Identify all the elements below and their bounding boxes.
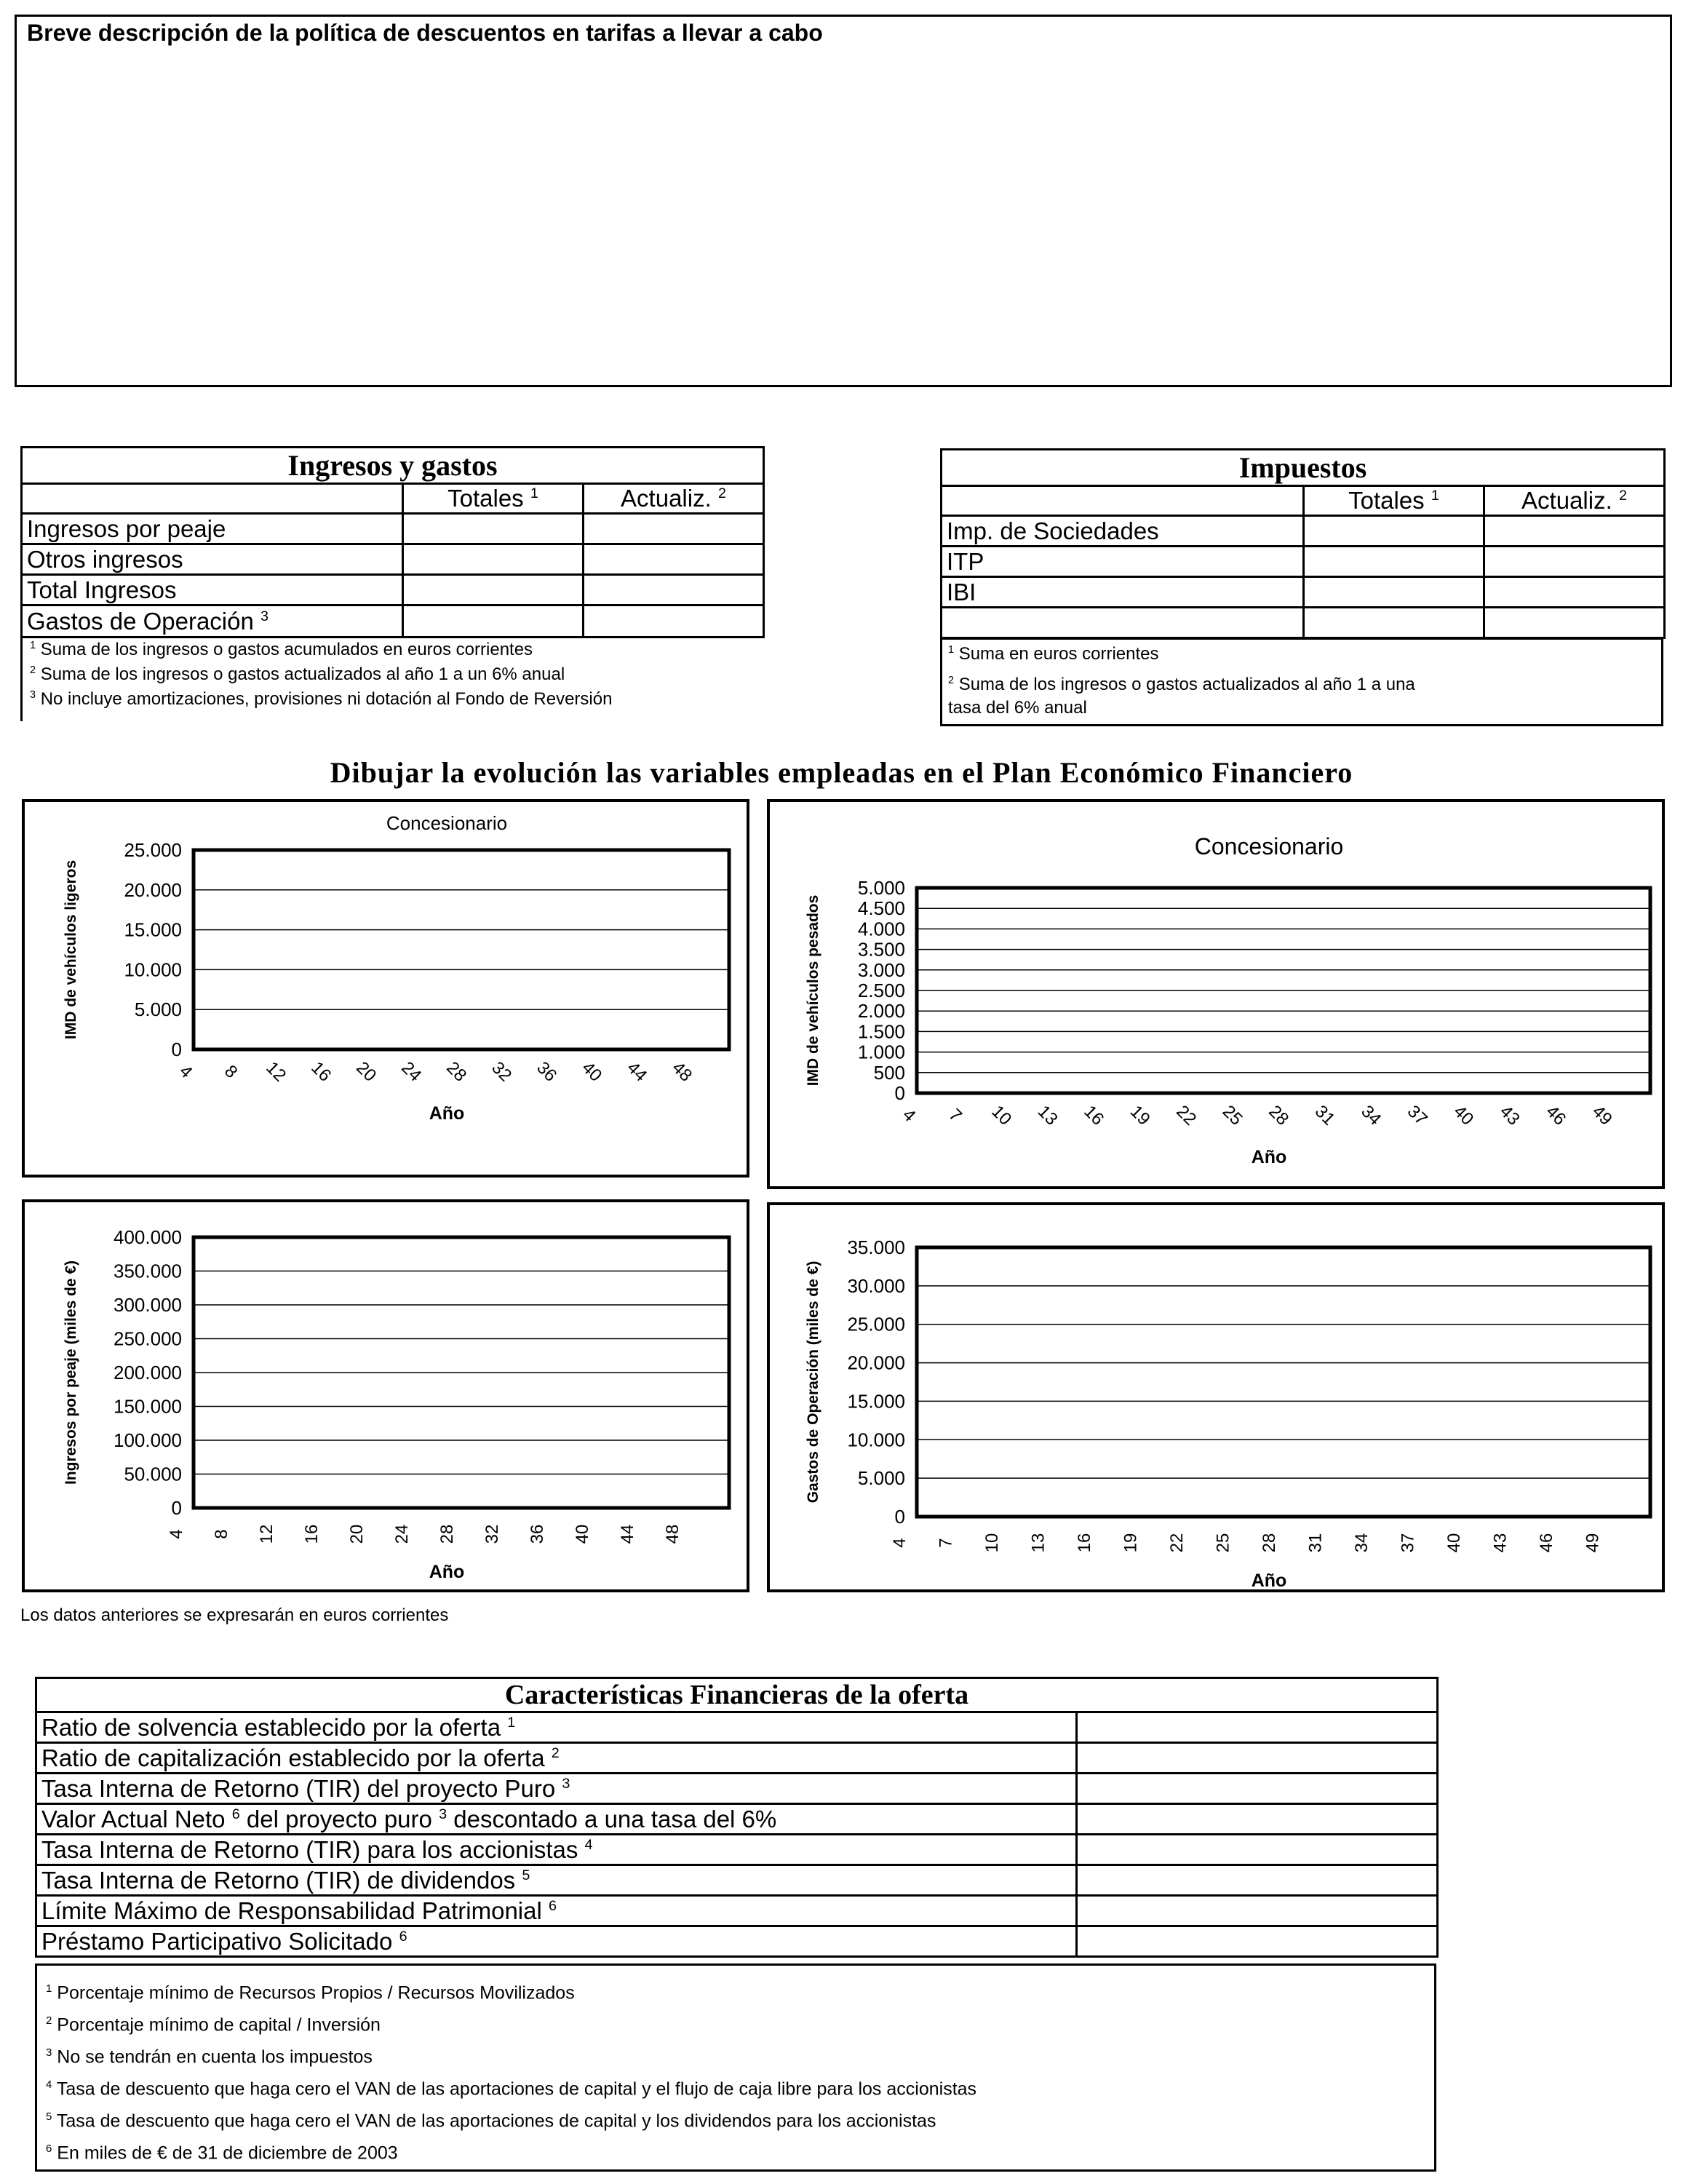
- ingresos-blank-header: [22, 484, 403, 514]
- y-tick-label: 10.000: [124, 958, 182, 981]
- x-tick-label: 13: [1028, 1533, 1049, 1553]
- caracteristica-label: Tasa Interna de Retorno (TIR) para los accionistas $^4$: [36, 1835, 1077, 1865]
- caracteristicas-table: [35, 1677, 1439, 1958]
- x-tick-label: 37: [1403, 1101, 1431, 1129]
- gastos-operacion-actualiz-cell[interactable]: [584, 605, 764, 638]
- description-box[interactable]: [15, 15, 1672, 387]
- x-tick-label: 16: [307, 1057, 335, 1086]
- ingresos-col-totales: Totales $^1$: [403, 484, 584, 514]
- caracteristica-label: Valor Actual Neto $^6$ del proyecto puro $^3$ descontado a una tasa del 6%: [36, 1804, 1077, 1835]
- impuestos-notes: [940, 638, 1663, 726]
- caracteristica-label: Ratio de capitalización establecido por la oferta $^2$: [36, 1743, 1077, 1774]
- y-tick-label: 250.000: [114, 1327, 182, 1350]
- x-tick-label: 34: [1357, 1101, 1385, 1129]
- caracteristica-label: Límite Máximo de Responsabilidad Patrimonial $^6$: [36, 1896, 1077, 1926]
- x-tick-label: 7: [936, 1538, 956, 1548]
- otros-ingresos-actualiz-cell[interactable]: [584, 544, 764, 575]
- x-tick-label: 28: [1265, 1101, 1293, 1129]
- x-tick-label: 40: [1444, 1533, 1464, 1553]
- y-tick-label: 4.500: [857, 897, 905, 920]
- x-tick-label: 13: [1033, 1101, 1062, 1129]
- y-tick-label: 350.000: [114, 1260, 182, 1282]
- caracteristicas-note: $^6$ En miles de € de 31 de diciembre de 2003: [46, 2143, 398, 2164]
- y-tick-label: 200.000: [114, 1362, 182, 1383]
- caracteristica-label: Tasa Interna de Retorno (TIR) del proyecto Puro $^3$: [36, 1774, 1077, 1804]
- x-tick-label: 40: [1449, 1101, 1478, 1129]
- x-tick-label: 12: [257, 1524, 276, 1544]
- y-tick-label: 3.000: [857, 958, 905, 981]
- extra-actualiz-cell[interactable]: [1484, 608, 1665, 638]
- y-tick-label: 35.000: [847, 1236, 905, 1258]
- description-title: Breve descripción de la política de descuentos en tarifas a llevar a cabo: [27, 20, 823, 46]
- sociedades-actualiz-cell[interactable]: [1484, 516, 1665, 547]
- chart-imd-pesados: [767, 799, 1665, 1189]
- x-tick-label: 40: [578, 1057, 606, 1086]
- ingresos-col-actualiz: Actualiz. $^2$: [584, 484, 764, 514]
- x-tick-label: 46: [1537, 1533, 1556, 1553]
- caracteristicas-note: $^2$ Porcentaje mínimo de capital / Inversión: [46, 2014, 381, 2036]
- caracteristica-label: Tasa Interna de Retorno (TIR) de dividendos $^5$: [36, 1865, 1077, 1896]
- y-axis-label: Gastos de Operación (miles de €): [805, 1260, 821, 1504]
- ibi-totales-cell[interactable]: [1304, 577, 1484, 608]
- y-tick-label: 1.500: [857, 1020, 905, 1043]
- y-tick-label: 15.000: [124, 918, 182, 941]
- ingresos-note: $^2$ Suma de los ingresos o gastos actualizados al año 1 a un 6% anual: [30, 664, 565, 684]
- ingresos-title: Ingresos y gastos: [22, 448, 764, 484]
- impuestos-table: [940, 448, 1666, 639]
- y-tick-label: 0: [171, 1497, 182, 1519]
- plot-area: [917, 1247, 1650, 1517]
- y-tick-label: 5.000: [134, 998, 182, 1021]
- impuestos-row-label: IBI: [942, 577, 1304, 608]
- x-tick-label: 44: [618, 1524, 637, 1544]
- impuestos-row-label[interactable]: [942, 608, 1304, 638]
- caracteristica-value-cell[interactable]: [1077, 1804, 1438, 1835]
- y-axis-label: Ingresos por peaje (miles de €): [63, 1260, 79, 1485]
- x-tick-label: 20: [347, 1524, 367, 1544]
- x-tick-label: 24: [397, 1057, 426, 1086]
- ingresos-row-label: Ingresos por peaje: [22, 514, 403, 544]
- x-tick-label: 44: [623, 1057, 651, 1086]
- caracteristicas-note: $^3$ No se tendrán en cuenta los impuestos: [46, 2046, 373, 2068]
- caracteristicas-notes: [35, 1963, 1436, 2172]
- y-tick-label: 0: [894, 1082, 905, 1104]
- ingresos-row-label: Otros ingresos: [22, 544, 403, 575]
- ingresos-note: $^3$ No incluye amortizaciones, provisiones ni dotación al Fondo de Reversión: [30, 689, 613, 709]
- x-tick-label: 10: [987, 1101, 1016, 1129]
- x-tick-label: 48: [663, 1524, 683, 1544]
- x-tick-label: 16: [1075, 1533, 1094, 1553]
- y-tick-label: 30.000: [847, 1274, 905, 1297]
- impuestos-col-totales: Totales $^1$: [1304, 486, 1484, 516]
- impuestos-row-label: ITP: [942, 547, 1304, 577]
- charts-heading: Dibujar la evolución las variables empleadas en el Plan Económico Financiero: [330, 756, 1353, 789]
- itp-totales-cell[interactable]: [1304, 547, 1484, 577]
- x-axis-label: Año: [1251, 1571, 1287, 1591]
- x-axis-label: Año: [429, 1103, 465, 1124]
- x-tick-label: 48: [668, 1057, 696, 1086]
- y-axis-label: IMD de vehículos ligeros: [63, 859, 79, 1040]
- impuestos-note: $^2$ Suma de los ingresos o gastos actualizados al año 1 a una: [948, 675, 1415, 694]
- x-tick-label: 8: [212, 1529, 231, 1539]
- y-tick-label: 20.000: [847, 1351, 905, 1374]
- itp-actualiz-cell[interactable]: [1484, 547, 1665, 577]
- x-tick-label: 19: [1126, 1101, 1154, 1129]
- x-tick-label: 49: [1588, 1101, 1616, 1129]
- y-tick-label: 25.000: [847, 1313, 905, 1335]
- total-ingresos-actualiz-cell[interactable]: [584, 575, 764, 605]
- x-tick-label: 43: [1495, 1101, 1524, 1129]
- impuestos-title: Impuestos: [942, 450, 1665, 486]
- x-tick-label: 34: [1352, 1533, 1372, 1553]
- x-tick-label: 49: [1583, 1533, 1603, 1553]
- caracteristica-value-cell[interactable]: [1077, 1896, 1438, 1926]
- x-tick-label: 32: [482, 1524, 502, 1544]
- x-tick-label: 8: [220, 1061, 242, 1082]
- caracteristicas-title: Características Financieras de la oferta: [36, 1678, 1438, 1712]
- chart-imd-ligeros: [22, 799, 749, 1178]
- y-tick-label: 0: [894, 1506, 905, 1528]
- x-tick-label: 12: [262, 1057, 290, 1086]
- y-tick-label: 300.000: [114, 1294, 182, 1316]
- plot-area: [194, 850, 729, 1049]
- x-tick-label: 43: [1490, 1533, 1511, 1553]
- x-axis-label: Año: [1251, 1147, 1287, 1167]
- y-tick-label: 150.000: [114, 1395, 182, 1418]
- chart-gastos-operacion: [767, 1202, 1665, 1592]
- x-tick-label: 19: [1121, 1533, 1141, 1553]
- ingresos-note: $^1$ Suma de los ingresos o gastos acumulados en euros corrientes: [30, 640, 533, 659]
- caracteristica-value-cell[interactable]: [1077, 1835, 1438, 1865]
- caracteristicas-note: $^1$ Porcentaje mínimo de Recursos Propios / Recursos Movilizados: [46, 1982, 575, 2004]
- x-tick-label: 28: [437, 1524, 457, 1544]
- ingresos-row-label: Gastos de Operación $^3$: [22, 605, 403, 638]
- caracteristica-label: Préstamo Participativo Solicitado $^6$: [36, 1926, 1077, 1957]
- x-tick-label: 25: [1218, 1101, 1246, 1129]
- x-tick-label: 20: [352, 1057, 381, 1086]
- chart-ingresos-peaje-svg: [25, 1202, 752, 1595]
- y-tick-label: 0: [171, 1039, 182, 1060]
- caracteristica-value-cell[interactable]: [1077, 1865, 1438, 1896]
- x-tick-label: 4: [167, 1529, 186, 1539]
- x-tick-label: 4: [175, 1061, 196, 1082]
- y-tick-label: 1.000: [857, 1041, 905, 1063]
- chart-title: Concesionario: [1194, 833, 1344, 859]
- chart-ingresos-peaje: [22, 1199, 749, 1592]
- impuestos-note: $^1$ Suma en euros corrientes: [948, 644, 1159, 664]
- x-tick-label: 31: [1305, 1533, 1326, 1553]
- x-tick-label: 4: [890, 1538, 910, 1548]
- caracteristica-value-cell[interactable]: [1077, 1774, 1438, 1804]
- y-axis-label: IMD de vehículos pesados: [805, 894, 821, 1087]
- x-tick-label: 22: [1167, 1533, 1187, 1553]
- gastos-operacion-totales-cell[interactable]: [403, 605, 584, 638]
- chart-imd-ligeros-svg: [25, 802, 752, 1180]
- x-tick-label: 28: [1260, 1533, 1279, 1553]
- chart-imd-pesados-svg: [770, 802, 1668, 1192]
- x-tick-label: 4: [899, 1105, 920, 1126]
- ibi-actualiz-cell[interactable]: [1484, 577, 1665, 608]
- y-tick-label: 15.000: [847, 1390, 905, 1413]
- charts-footnote: Los datos anteriores se expresarán en euros corrientes: [20, 1605, 449, 1625]
- x-tick-label: 16: [1080, 1101, 1108, 1129]
- x-tick-label: 28: [442, 1057, 471, 1086]
- extra-totales-cell[interactable]: [1304, 608, 1484, 638]
- ingresos-peaje-totales-cell[interactable]: [403, 514, 584, 544]
- x-tick-label: 37: [1398, 1533, 1418, 1553]
- y-tick-label: 25.000: [124, 839, 182, 861]
- impuestos-note: tasa del 6% anual: [948, 698, 1087, 718]
- ingresos-row-label: Total Ingresos: [22, 575, 403, 605]
- x-tick-label: 31: [1310, 1101, 1339, 1129]
- caracteristica-label: Ratio de solvencia establecido por la oferta $^1$: [36, 1712, 1077, 1743]
- total-ingresos-totales-cell[interactable]: [403, 575, 584, 605]
- ingresos-notes: [20, 635, 763, 721]
- x-tick-label: 40: [573, 1524, 592, 1544]
- y-tick-label: 50.000: [124, 1463, 182, 1485]
- y-tick-label: 4.000: [857, 918, 905, 940]
- y-tick-label: 2.000: [857, 1000, 905, 1022]
- x-tick-label: 32: [488, 1057, 516, 1086]
- caracteristicas-note: $^5$ Tasa de descuento que haga cero el VAN de las aportaciones de capital y los dividendos para los accionistas: [46, 2110, 936, 2132]
- x-tick-label: 16: [302, 1524, 322, 1544]
- y-tick-label: 10.000: [847, 1429, 905, 1451]
- caracteristicas-note: $^4$ Tasa de descuento que haga cero el VAN de las aportaciones de capital y el flujo de caja libre para los accionistas: [46, 2078, 977, 2100]
- impuestos-col-actualiz: Actualiz. $^2$: [1484, 486, 1665, 516]
- x-tick-label: 10: [982, 1533, 1002, 1553]
- impuestos-row-label: Imp. de Sociedades: [942, 516, 1304, 547]
- ingresos-peaje-actualiz-cell[interactable]: [584, 514, 764, 544]
- otros-ingresos-totales-cell[interactable]: [403, 544, 584, 575]
- x-tick-label: 25: [1213, 1533, 1233, 1553]
- x-tick-label: 22: [1172, 1101, 1201, 1129]
- chart-gastos-operacion-svg: [770, 1205, 1668, 1595]
- caracteristica-value-cell[interactable]: [1077, 1712, 1438, 1743]
- sociedades-totales-cell[interactable]: [1304, 516, 1484, 547]
- y-tick-label: 3.500: [857, 938, 905, 961]
- x-axis-label: Año: [429, 1562, 465, 1582]
- x-tick-label: 46: [1542, 1101, 1570, 1129]
- y-tick-label: 2.500: [857, 980, 905, 1001]
- y-tick-label: 400.000: [114, 1226, 182, 1248]
- caracteristica-value-cell[interactable]: [1077, 1743, 1438, 1774]
- y-tick-label: 100.000: [114, 1429, 182, 1451]
- y-tick-label: 5.000: [857, 1467, 905, 1490]
- y-tick-label: 20.000: [124, 878, 182, 901]
- x-tick-label: 24: [392, 1524, 412, 1544]
- caracteristica-value-cell[interactable]: [1077, 1926, 1438, 1957]
- y-tick-label: 500: [873, 1061, 905, 1084]
- y-tick-label: 5.000: [857, 877, 905, 899]
- x-tick-label: 36: [528, 1524, 547, 1544]
- ingresos-gastos-table: [20, 446, 765, 638]
- x-tick-label: 36: [533, 1057, 561, 1086]
- impuestos-blank-header: [942, 486, 1304, 516]
- x-tick-label: 7: [944, 1105, 966, 1126]
- chart-title: Concesionario: [386, 812, 508, 834]
